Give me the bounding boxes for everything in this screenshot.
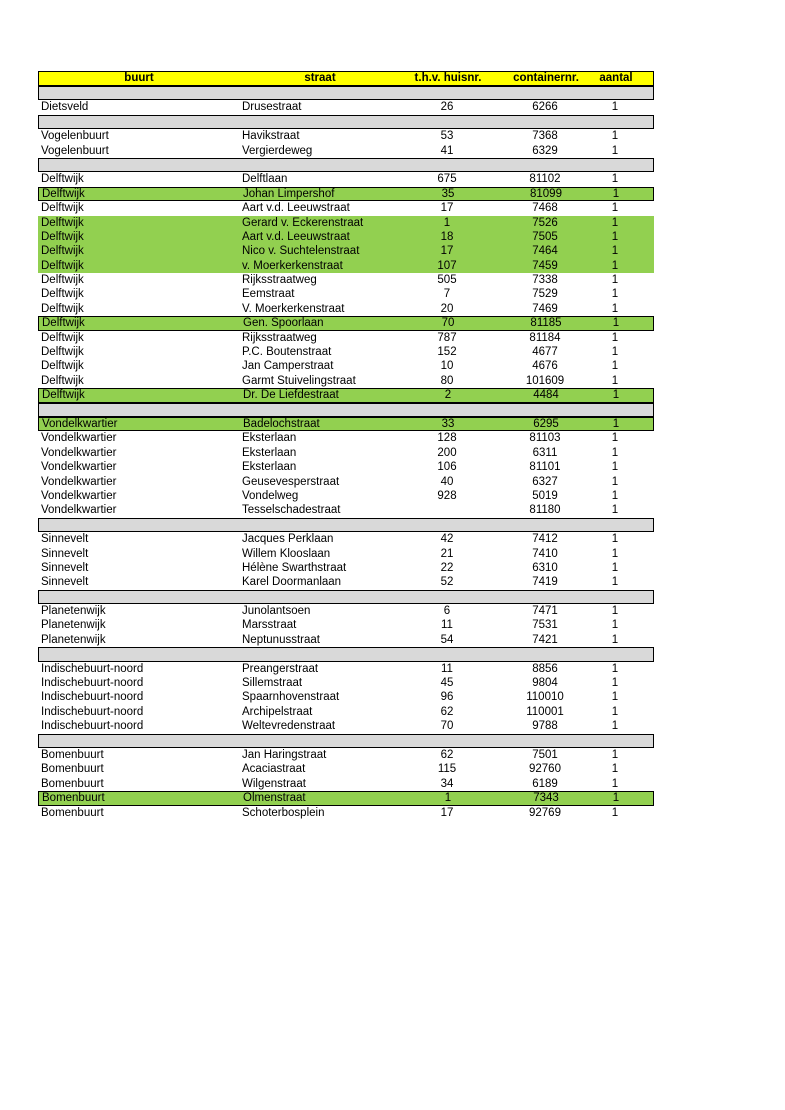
cell-buurt: Delftwijk — [42, 317, 85, 330]
cell-buurt: Indischebuurt-noord — [41, 662, 144, 675]
table-row — [38, 201, 654, 215]
cell-straat: v. Moerkerkenstraat — [242, 259, 343, 272]
cell-buurt: Vondelkwartier — [41, 432, 117, 445]
table-row — [38, 662, 654, 676]
cell-containernr: 110010 — [526, 691, 564, 704]
cell-huisnr: 62 — [440, 748, 454, 761]
group-separator — [38, 590, 654, 604]
cell-straat: Vergierdeweg — [242, 144, 313, 157]
cell-containernr: 6329 — [532, 144, 558, 157]
cell-huisnr: 7 — [443, 288, 451, 301]
table-row — [38, 187, 654, 201]
table-row — [38, 144, 654, 158]
table-body — [38, 86, 654, 820]
cell-buurt: Vogelenbuurt — [41, 130, 109, 143]
table-row — [38, 791, 654, 805]
cell-straat: Jacques Perklaan — [242, 533, 334, 546]
cell-containernr: 6311 — [532, 446, 558, 459]
cell-aantal: 1 — [611, 446, 619, 459]
table-row — [38, 345, 654, 359]
cell-huisnr: 54 — [440, 633, 454, 646]
table-row — [38, 604, 654, 618]
cell-containernr: 7505 — [532, 230, 558, 243]
cell-huisnr: 26 — [440, 101, 454, 114]
cell-buurt: Vondelkwartier — [41, 446, 117, 459]
cell-huisnr: 96 — [440, 691, 454, 704]
table-row — [38, 129, 654, 143]
cell-aantal: 1 — [611, 144, 619, 157]
cell-straat: Spaarnhovenstraat — [242, 691, 340, 704]
cell-aantal: 1 — [611, 748, 619, 761]
cell-containernr: 81184 — [529, 331, 561, 344]
cell-aantal: 1 — [611, 504, 619, 517]
cell-aantal: 1 — [611, 173, 619, 186]
cell-huisnr: 1 — [444, 792, 452, 805]
cell-straat: Eemstraat — [242, 288, 295, 301]
cell-aantal: 1 — [611, 432, 619, 445]
table-row — [38, 561, 654, 575]
cell-buurt: Delftwijk — [41, 360, 84, 373]
cell-straat: Havikstraat — [242, 130, 300, 143]
cell-buurt: Sinnevelt — [41, 561, 89, 574]
cell-buurt: Planetenwijk — [41, 619, 106, 632]
table-row — [38, 676, 654, 690]
cell-straat: Geusevesperstraat — [242, 475, 340, 488]
cell-aantal: 1 — [611, 662, 619, 675]
cell-huisnr: 1 — [443, 216, 451, 229]
cell-buurt: Delftwijk — [41, 274, 84, 287]
cell-straat: Tesselschadestraat — [242, 504, 341, 517]
cell-straat: Karel Doormanlaan — [242, 576, 342, 589]
cell-containernr: 7469 — [532, 302, 558, 315]
header-containernr: containernr. — [513, 72, 579, 84]
cell-straat: Acaciastraat — [242, 763, 306, 776]
cell-buurt: Vondelkwartier — [41, 475, 117, 488]
table-row — [38, 748, 654, 762]
cell-aantal: 1 — [611, 230, 619, 243]
group-separator — [38, 403, 654, 417]
cell-huisnr: 152 — [437, 346, 457, 359]
cell-huisnr: 11 — [441, 662, 453, 675]
cell-straat: Jan Haringstraat — [242, 748, 327, 761]
cell-huisnr: 11 — [441, 619, 453, 632]
cell-straat: Drusestraat — [242, 101, 302, 114]
group-separator — [38, 158, 654, 172]
cell-aantal: 1 — [611, 547, 619, 560]
cell-containernr: 101609 — [525, 374, 565, 387]
table-row — [38, 705, 654, 719]
cell-containernr: 7338 — [532, 274, 558, 287]
cell-buurt: Indischebuurt-noord — [41, 705, 144, 718]
cell-straat: Jan Camperstraat — [242, 360, 334, 373]
cell-buurt: Bomenbuurt — [41, 806, 104, 819]
cell-aantal: 1 — [611, 475, 619, 488]
cell-straat: Nico v. Suchtelenstraat — [242, 245, 360, 258]
cell-buurt: Sinnevelt — [41, 547, 89, 560]
cell-straat: Junolantsoen — [242, 605, 311, 618]
cell-huisnr: 200 — [437, 446, 457, 459]
cell-aantal: 1 — [611, 705, 619, 718]
cell-containernr: 4484 — [533, 389, 559, 402]
cell-aantal: 1 — [611, 274, 619, 287]
cell-buurt: Delftwijk — [42, 187, 85, 200]
cell-containernr: 7529 — [532, 288, 558, 301]
cell-buurt: Sinnevelt — [41, 576, 89, 589]
table-row — [38, 575, 654, 589]
cell-aantal: 1 — [611, 245, 619, 258]
cell-buurt: Planetenwijk — [41, 633, 106, 646]
cell-aantal: 1 — [611, 561, 619, 574]
cell-straat: Hélène Swarthstraat — [242, 561, 347, 574]
cell-buurt: Delftwijk — [41, 259, 84, 272]
cell-straat: Eksterlaan — [242, 446, 297, 459]
cell-containernr: 7343 — [533, 792, 559, 805]
table-row — [38, 216, 654, 230]
cell-straat: Aart v.d. Leeuwstraat — [242, 202, 350, 215]
cell-huisnr: 115 — [437, 763, 457, 776]
table-row — [38, 100, 654, 114]
cell-buurt: Sinnevelt — [41, 533, 89, 546]
cell-aantal: 1 — [612, 417, 620, 430]
cell-huisnr: 107 — [437, 259, 457, 272]
cell-containernr: 92760 — [529, 763, 561, 776]
cell-huisnr: 52 — [440, 576, 454, 589]
cell-containernr: 81102 — [529, 173, 561, 186]
cell-huisnr: 505 — [437, 274, 457, 287]
cell-containernr: 81101 — [529, 461, 561, 474]
table-row — [38, 762, 654, 776]
cell-buurt: Delftwijk — [41, 331, 84, 344]
cell-aantal: 1 — [611, 777, 619, 790]
table-row — [38, 503, 654, 517]
cell-containernr: 6327 — [532, 475, 558, 488]
table-row — [38, 633, 654, 647]
table-row — [38, 316, 654, 330]
cell-containernr: 92769 — [529, 806, 561, 819]
cell-buurt: Indischebuurt-noord — [41, 720, 144, 733]
table-row — [38, 446, 654, 460]
cell-aantal: 1 — [611, 576, 619, 589]
table-row — [38, 431, 654, 445]
cell-aantal: 1 — [611, 302, 619, 315]
cell-straat: Wilgenstraat — [242, 777, 306, 790]
cell-containernr: 7526 — [532, 216, 558, 229]
cell-buurt: Vondelkwartier — [41, 504, 117, 517]
table-row — [38, 359, 654, 373]
cell-straat: Weltevredenstraat — [242, 720, 336, 733]
table-row — [38, 806, 654, 820]
cell-buurt: Delftwijk — [41, 202, 84, 215]
cell-buurt: Planetenwijk — [41, 605, 106, 618]
cell-straat: Gen. Spoorlaan — [243, 317, 324, 330]
cell-buurt: Delftwijk — [41, 173, 84, 186]
cell-buurt: Indischebuurt-noord — [41, 691, 144, 704]
cell-straat: Preangerstraat — [242, 662, 319, 675]
cell-huisnr: 18 — [440, 230, 454, 243]
cell-containernr: 81103 — [529, 432, 561, 445]
cell-containernr: 9804 — [532, 677, 558, 690]
table-row — [38, 302, 654, 316]
cell-containernr: 6266 — [532, 101, 558, 114]
table-row — [38, 777, 654, 791]
cell-straat: Delftlaan — [242, 173, 288, 186]
cell-huisnr: 80 — [440, 374, 454, 387]
cell-aantal: 1 — [611, 331, 619, 344]
cell-huisnr: 22 — [440, 561, 454, 574]
cell-straat: Gerard v. Eckerenstraat — [242, 216, 364, 229]
cell-buurt: Delftwijk — [41, 216, 84, 229]
cell-aantal: 1 — [611, 259, 619, 272]
cell-straat: V. Moerkerkenstraat — [242, 302, 345, 315]
cell-containernr: 7464 — [532, 245, 558, 258]
cell-containernr: 7419 — [532, 576, 558, 589]
cell-straat: Willem Klooslaan — [242, 547, 331, 560]
cell-huisnr: 70 — [441, 317, 455, 330]
table-row — [38, 230, 654, 244]
cell-containernr: 5019 — [532, 489, 558, 502]
cell-straat: Rijksstraatweg — [242, 274, 317, 287]
cell-huisnr: 70 — [440, 720, 454, 733]
cell-straat: Schoterbosplein — [242, 806, 325, 819]
cell-straat: Rijksstraatweg — [242, 331, 317, 344]
cell-straat: Marsstraat — [242, 619, 297, 632]
cell-buurt: Vondelkwartier — [42, 417, 118, 430]
cell-buurt: Delftwijk — [41, 288, 84, 301]
group-separator — [38, 115, 654, 129]
table-row — [38, 417, 654, 431]
table-row — [38, 374, 654, 388]
cell-straat: Olmenstraat — [243, 792, 306, 805]
cell-huisnr: 35 — [441, 187, 455, 200]
cell-containernr: 81099 — [530, 187, 562, 200]
cell-straat: Johan Limpershof — [243, 187, 335, 200]
cell-huisnr: 42 — [440, 533, 454, 546]
table-row — [38, 460, 654, 474]
cell-straat: Dr. De Liefdestraat — [243, 389, 339, 402]
cell-aantal: 1 — [611, 202, 619, 215]
cell-buurt: Delftwijk — [41, 230, 84, 243]
cell-huisnr: 41 — [440, 144, 454, 157]
cell-straat: Eksterlaan — [242, 461, 297, 474]
group-separator — [38, 86, 654, 100]
cell-huisnr: 20 — [440, 302, 454, 315]
cell-huisnr: 17 — [440, 806, 454, 819]
cell-containernr: 9788 — [532, 720, 558, 733]
table-row — [38, 719, 654, 733]
table-row — [38, 475, 654, 489]
cell-huisnr: 128 — [437, 432, 457, 445]
cell-aantal: 1 — [611, 605, 619, 618]
cell-containernr: 7410 — [532, 547, 558, 560]
cell-buurt: Bomenbuurt — [42, 792, 105, 805]
cell-containernr: 4676 — [532, 360, 558, 373]
cell-aantal: 1 — [611, 720, 619, 733]
cell-huisnr: 17 — [440, 202, 454, 215]
cell-aantal: 1 — [612, 389, 620, 402]
table-row — [38, 489, 654, 503]
table-row — [38, 532, 654, 546]
header-buurt: buurt — [124, 72, 154, 84]
group-separator — [38, 518, 654, 532]
header-aantal: aantal — [599, 72, 633, 84]
table-row — [38, 618, 654, 632]
cell-straat: Eksterlaan — [242, 432, 297, 445]
cell-aantal: 1 — [611, 346, 619, 359]
cell-buurt: Dietsveld — [41, 101, 89, 114]
cell-aantal: 1 — [611, 619, 619, 632]
header-huisnr: t.h.v. huisnr. — [414, 72, 482, 84]
header-straat: straat — [304, 72, 336, 84]
cell-aantal: 1 — [611, 288, 619, 301]
cell-huisnr: 675 — [437, 173, 457, 186]
cell-buurt: Bomenbuurt — [41, 777, 104, 790]
cell-huisnr: 34 — [440, 777, 454, 790]
cell-aantal: 1 — [611, 216, 619, 229]
cell-buurt: Delftwijk — [41, 374, 84, 387]
cell-containernr: 7471 — [532, 605, 558, 618]
cell-buurt: Delftwijk — [42, 389, 85, 402]
cell-containernr: 7421 — [532, 633, 558, 646]
cell-aantal: 1 — [611, 763, 619, 776]
cell-straat: Aart v.d. Leeuwstraat — [242, 230, 350, 243]
cell-buurt: Bomenbuurt — [41, 763, 104, 776]
cell-aantal: 1 — [611, 691, 619, 704]
cell-containernr: 6295 — [533, 417, 559, 430]
cell-huisnr: 10 — [440, 360, 454, 373]
cell-huisnr: 33 — [441, 417, 455, 430]
cell-containernr: 7368 — [532, 130, 558, 143]
table-header — [38, 71, 654, 86]
cell-huisnr: 17 — [440, 245, 454, 258]
cell-aantal: 1 — [611, 677, 619, 690]
cell-containernr: 81180 — [529, 504, 561, 517]
cell-containernr: 4677 — [532, 346, 558, 359]
cell-aantal: 1 — [611, 489, 619, 502]
table-row — [38, 331, 654, 345]
table-row — [38, 259, 654, 273]
cell-aantal: 1 — [612, 317, 620, 330]
table-row — [38, 244, 654, 258]
cell-straat: P.C. Boutenstraat — [242, 346, 332, 359]
cell-straat: Garmt Stuivelingstraat — [242, 374, 356, 387]
cell-huisnr: 6 — [443, 605, 451, 618]
cell-huisnr: 40 — [440, 475, 454, 488]
cell-huisnr: 21 — [440, 547, 454, 560]
cell-aantal: 1 — [612, 792, 620, 805]
cell-aantal: 1 — [611, 374, 619, 387]
cell-buurt: Vogelenbuurt — [41, 144, 109, 157]
table-row — [38, 690, 654, 704]
cell-aantal: 1 — [611, 360, 619, 373]
cell-containernr: 8856 — [532, 662, 558, 675]
cell-containernr: 7468 — [532, 202, 558, 215]
cell-huisnr: 787 — [437, 331, 457, 344]
cell-buurt: Delftwijk — [41, 346, 84, 359]
table-row — [38, 273, 654, 287]
cell-buurt: Vondelkwartier — [41, 489, 117, 502]
cell-containernr: 7531 — [532, 619, 558, 632]
cell-buurt: Delftwijk — [41, 245, 84, 258]
cell-straat: Neptunusstraat — [242, 633, 320, 646]
cell-aantal: 1 — [611, 461, 619, 474]
table-row — [38, 287, 654, 301]
cell-aantal: 1 — [611, 633, 619, 646]
cell-huisnr: 928 — [437, 489, 457, 502]
cell-buurt: Delftwijk — [41, 302, 84, 315]
cell-buurt: Bomenbuurt — [41, 748, 104, 761]
cell-huisnr: 62 — [440, 705, 454, 718]
table-row — [38, 547, 654, 561]
cell-containernr: 7459 — [532, 259, 558, 272]
cell-buurt: Indischebuurt-noord — [41, 677, 144, 690]
cell-straat: Badelochstraat — [243, 417, 320, 430]
cell-huisnr: 45 — [440, 677, 454, 690]
cell-buurt: Vondelkwartier — [41, 461, 117, 474]
cell-containernr: 110001 — [526, 705, 564, 718]
group-separator — [38, 647, 654, 661]
cell-aantal: 1 — [611, 806, 619, 819]
cell-containernr: 6189 — [532, 777, 558, 790]
cell-containernr: 7412 — [532, 533, 558, 546]
table-row — [38, 172, 654, 186]
cell-aantal: 1 — [611, 101, 619, 114]
group-separator — [38, 734, 654, 748]
cell-containernr: 6310 — [532, 561, 558, 574]
cell-straat: Sillemstraat — [242, 677, 303, 690]
cell-aantal: 1 — [611, 533, 619, 546]
cell-straat: Archipelstraat — [242, 705, 313, 718]
cell-aantal: 1 — [611, 130, 619, 143]
cell-aantal: 1 — [612, 187, 620, 200]
cell-huisnr: 106 — [437, 461, 457, 474]
cell-containernr: 7501 — [532, 748, 558, 761]
cell-straat: Vondelweg — [242, 489, 299, 502]
cell-huisnr: 53 — [440, 130, 454, 143]
cell-huisnr: 2 — [444, 389, 452, 402]
table-row — [38, 388, 654, 402]
container-table — [38, 71, 654, 820]
cell-containernr: 81185 — [530, 317, 562, 330]
